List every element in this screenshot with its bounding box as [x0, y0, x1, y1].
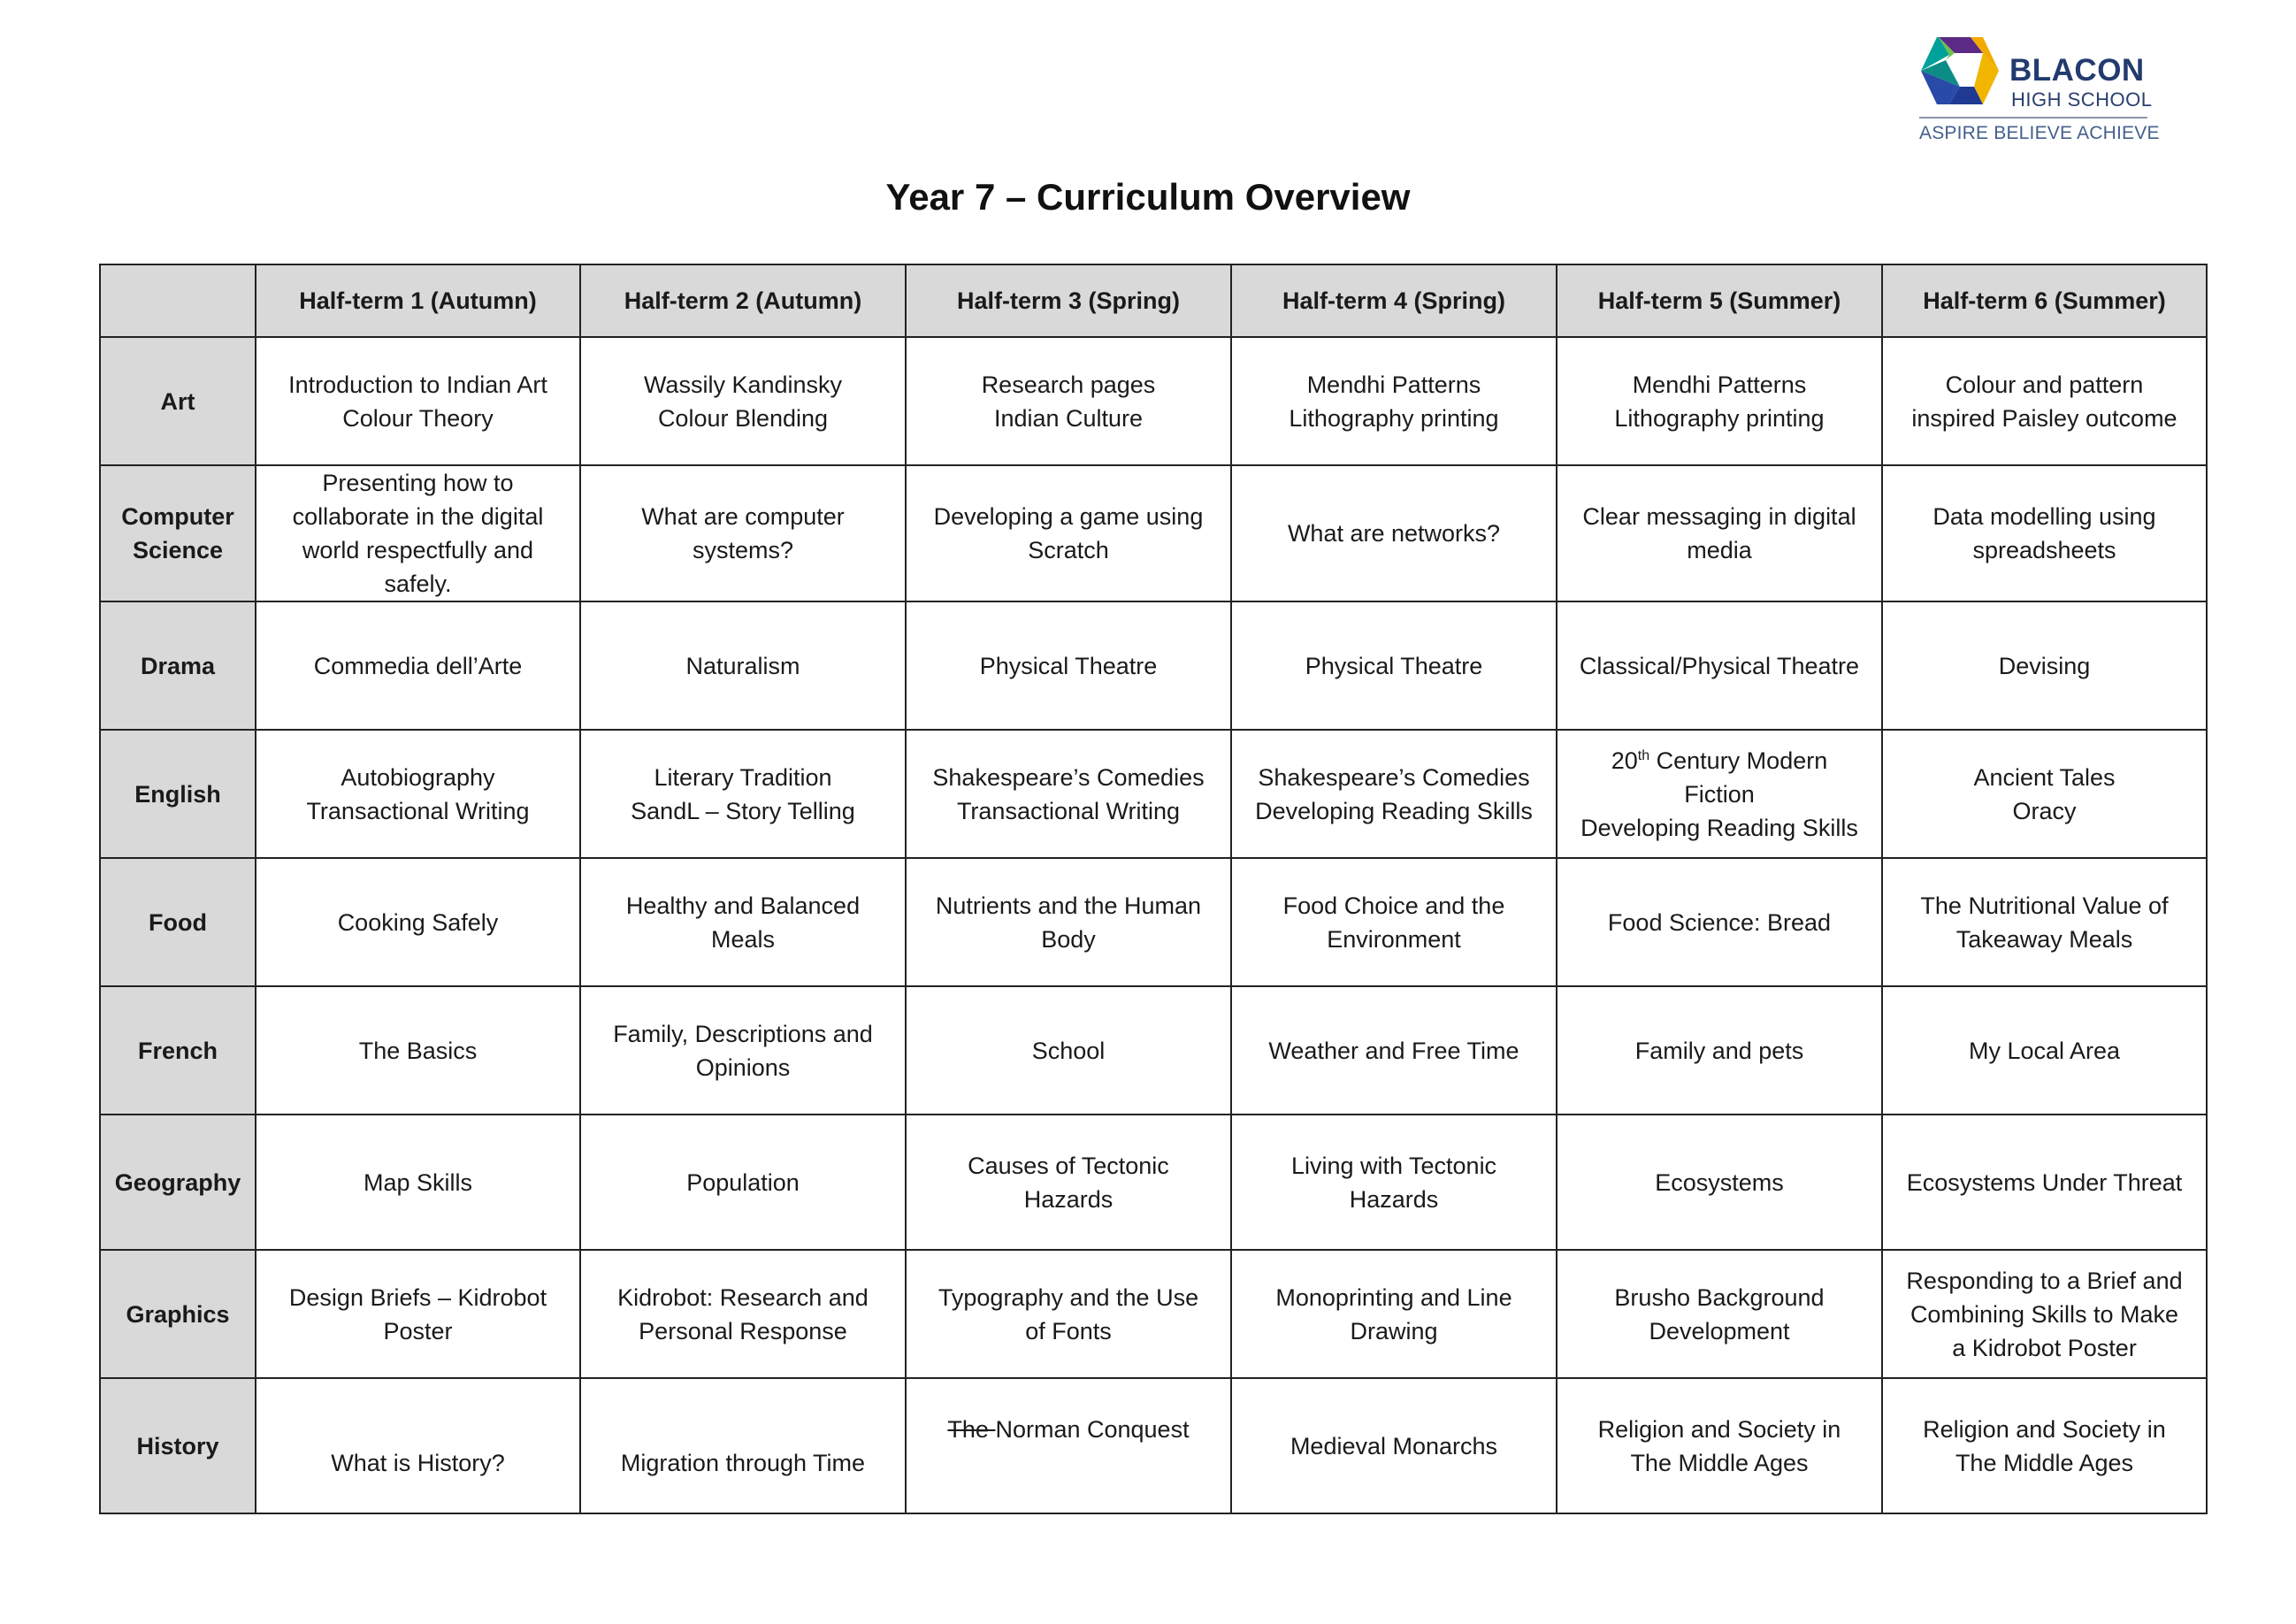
table-cell: [1557, 986, 1882, 1115]
table-cell: [1231, 1378, 1557, 1513]
cell-text: Religion and Society in The Middle Ages: [1923, 1415, 2166, 1476]
cell-text: Family and pets: [1634, 1037, 1804, 1064]
cell-text: Monoprinting and Line Drawing: [1275, 1283, 1512, 1344]
table-cell: [906, 1115, 1231, 1250]
table-cell: [1231, 1250, 1557, 1378]
cell-text: Shakespeare’s Comedies Developing Reading Skills: [1255, 763, 1533, 824]
subject-label: [100, 1378, 256, 1513]
cell-text: Shakespeare’s Comedies Transactional Writing: [932, 763, 1205, 824]
column-header-half-term-3: Half-term 3 (Spring): [906, 264, 1231, 337]
cell-text: Food Choice and the Environment: [1282, 892, 1505, 953]
century-cell: [1565, 744, 1874, 778]
subject-label: [100, 858, 256, 986]
table-cell: [1557, 337, 1882, 465]
subject-label-text: Graphics: [126, 1300, 230, 1328]
page-title: Year 7 – Curriculum Overview: [885, 176, 1411, 218]
cell-text: Cooking Safely: [337, 908, 499, 936]
subject-label-text: Drama: [140, 652, 216, 679]
cell-text: Medieval Monarchs: [1290, 1432, 1498, 1459]
table-row-food: [100, 858, 2207, 986]
cell-text: Research pages Indian Culture: [981, 371, 1156, 432]
subject-label: [100, 986, 256, 1115]
cell-text: Ecosystems: [1655, 1168, 1784, 1196]
cell-text: Family, Descriptions and Opinions: [613, 1020, 873, 1081]
cell-text: Typography and the Use of Fonts: [938, 1283, 1199, 1344]
table-row-history: [100, 1378, 2207, 1513]
norman-text: Norman Conquest: [995, 1415, 1190, 1443]
table-row-art: [100, 337, 2207, 465]
table-cell: [906, 465, 1231, 601]
cell-text: Population: [686, 1168, 800, 1196]
table-cell: [906, 1250, 1231, 1378]
logo-school-subtitle: HIGH SCHOOL: [2011, 88, 2153, 111]
table-cell: [256, 858, 580, 986]
cell-text: Physical Theatre: [979, 652, 1158, 679]
table-cell: [1557, 858, 1882, 986]
cell-text: Mendhi Patterns Lithography printing: [1289, 371, 1499, 432]
cell-text: Religion and Society in The Middle Ages: [1597, 1415, 1841, 1476]
cell-text: Brusho Background Development: [1614, 1283, 1825, 1344]
table-row-french: [100, 986, 2207, 1115]
table-cell: [1882, 1115, 2207, 1250]
table-cell: [1557, 1378, 1882, 1513]
cell-text: Weather and Free Time: [1268, 1037, 1519, 1064]
table-cell: [1557, 1115, 1882, 1250]
subject-label: [100, 601, 256, 730]
cell-text: Classical/Physical Theatre: [1579, 652, 1860, 679]
cell-text: Fiction Developing Reading Skills: [1580, 780, 1858, 841]
curriculum-table: [99, 264, 2208, 1514]
subject-label-text: History: [136, 1432, 219, 1459]
subject-label: [100, 730, 256, 858]
subject-label: [100, 1115, 256, 1250]
table-cell: [256, 730, 580, 858]
cell-text: Nutrients and the Human Body: [935, 892, 1202, 953]
cell-text: Ancient Tales Oracy: [1973, 763, 2116, 824]
subject-label: [100, 337, 256, 465]
table-cell: [256, 1115, 580, 1250]
table-cell: [906, 730, 1231, 858]
subject-label-text: Food: [149, 908, 207, 936]
table-row-drama: [100, 601, 2207, 730]
table-cell: [580, 337, 906, 465]
table-cell: [256, 601, 580, 730]
table-cell: [256, 337, 580, 465]
table-row-graphics: [100, 1250, 2207, 1378]
cell-text: Food Science: Bread: [1607, 908, 1832, 936]
table-cell: [256, 1250, 580, 1378]
cell-text: What are computer systems?: [641, 503, 845, 563]
column-header-half-term-6: Half-term 6 (Summer): [1882, 264, 2207, 337]
cell-text: Migration through Time: [620, 1449, 866, 1476]
century-text: Century Modern: [1649, 747, 1828, 774]
cell-text: Design Briefs – Kidrobot Poster: [288, 1283, 547, 1344]
table-cell: [906, 858, 1231, 986]
cell-text: Map Skills: [363, 1168, 473, 1196]
table-cell: [1882, 1250, 2207, 1378]
table-cell: [1557, 465, 1882, 601]
cell-text: Literary Tradition SandL – Story Telling: [631, 763, 855, 824]
cell-text: Responding to a Brief and Combining Skills to Make a Kidrobot Poster: [1906, 1267, 2183, 1361]
table-cell: [906, 1378, 1231, 1513]
cell-text: What is History?: [331, 1449, 505, 1476]
table-cell: [1231, 465, 1557, 601]
table-cell: [1557, 730, 1882, 858]
cell-text: My Local Area: [1968, 1037, 2121, 1064]
table-cell: [580, 730, 906, 858]
cell-text: Clear messaging in digital media: [1582, 503, 1856, 563]
cell-text: Causes of Tectonic Hazards: [968, 1152, 1169, 1213]
table-cell: [1882, 730, 2207, 858]
table-cell: [1557, 1250, 1882, 1378]
school-logo: [1919, 34, 2160, 149]
table-row-computer-science: [100, 465, 2207, 601]
century-suffix: th: [1637, 747, 1650, 763]
subject-label-text: Geography: [114, 1168, 241, 1196]
century-number: 20: [1611, 747, 1638, 774]
logo-tagline: ASPIRE BELIEVE ACHIEVE: [1919, 123, 2160, 143]
cell-text: Kidrobot: Research and Personal Response: [617, 1283, 869, 1344]
column-header-half-term-4: Half-term 4 (Spring): [1231, 264, 1557, 337]
table-cell: [906, 986, 1231, 1115]
cell-text: Mendhi Patterns Lithography printing: [1614, 371, 1825, 432]
subject-label: [100, 1250, 256, 1378]
cell-text: What are networks?: [1287, 520, 1501, 547]
cell-text: Living with Tectonic Hazards: [1290, 1152, 1497, 1213]
subject-label-text: Art: [160, 387, 195, 415]
column-header-half-term-5: Half-term 5 (Summer): [1557, 264, 1882, 337]
cell-text: Ecosystems Under Threat: [1906, 1168, 2183, 1196]
table-cell: [580, 986, 906, 1115]
cell-text: Wassily Kandinsky Colour Blending: [643, 371, 843, 432]
corner-cell: [100, 264, 256, 337]
subject-label-text: English: [134, 780, 221, 808]
table-cell: [906, 337, 1231, 465]
cell-text: Autobiography Transactional Writing: [306, 763, 530, 824]
table-cell: [256, 1378, 580, 1513]
subject-label-text: French: [137, 1037, 218, 1064]
table-cell: [1231, 337, 1557, 465]
struck-text: The: [947, 1415, 996, 1443]
table-cell: [1882, 601, 2207, 730]
cell-text: Healthy and Balanced Meals: [625, 892, 861, 953]
cell-text: Devising: [1998, 652, 2091, 679]
cell-text: Colour and pattern inspired Paisley outcome: [1911, 371, 2177, 432]
table-cell: [1882, 986, 2207, 1115]
cell-text: Data modelling using spreadsheets: [1932, 503, 2156, 563]
table-cell: [1557, 601, 1882, 730]
table-cell: [580, 1115, 906, 1250]
logo-school-name: BLACON: [2009, 53, 2145, 88]
table-cell: [580, 1378, 906, 1513]
header-row: [100, 264, 2207, 337]
table-row-geography: [100, 1115, 2207, 1250]
school-crest-icon: [1919, 34, 2001, 108]
cell-text: Naturalism: [685, 652, 800, 679]
cell-text: Introduction to Indian Art Colour Theory: [288, 371, 547, 432]
logo-divider: [1919, 117, 2147, 119]
cell-text: Developing a game using Scratch: [933, 503, 1204, 563]
column-header-half-term-1: Half-term 1 (Autumn): [256, 264, 580, 337]
table-cell: [1882, 337, 2207, 465]
cell-text: The Basics: [358, 1037, 478, 1064]
table-cell: [1882, 1378, 2207, 1513]
table-cell: [256, 986, 580, 1115]
cell-text: Presenting how to collaborate in the digital world respectfully and safely.: [292, 470, 544, 597]
table-cell: [1231, 986, 1557, 1115]
table-cell: [580, 465, 906, 601]
cell-text: The Nutritional Value of Takeaway Meals: [1920, 892, 2169, 953]
subject-label-text: Computer Science: [121, 503, 234, 563]
subject-label: [100, 465, 256, 601]
table-cell: [1231, 1115, 1557, 1250]
cell-text: Physical Theatre: [1305, 652, 1483, 679]
table-cell: [1231, 601, 1557, 730]
table-cell: [580, 858, 906, 986]
table-cell: [580, 601, 906, 730]
cell-text: Commedia dell’Arte: [313, 652, 523, 679]
table-row-english: [100, 730, 2207, 858]
table-cell: [580, 1250, 906, 1378]
table-cell: [1231, 858, 1557, 986]
table-cell: [1882, 858, 2207, 986]
table-cell: [906, 601, 1231, 730]
column-header-half-term-2: Half-term 2 (Autumn): [580, 264, 906, 337]
table-cell: [256, 465, 580, 601]
cell-text: School: [1031, 1037, 1106, 1064]
table-cell: [1882, 465, 2207, 601]
norman-conquest-cell: [914, 1413, 1223, 1480]
table-cell: [1231, 730, 1557, 858]
